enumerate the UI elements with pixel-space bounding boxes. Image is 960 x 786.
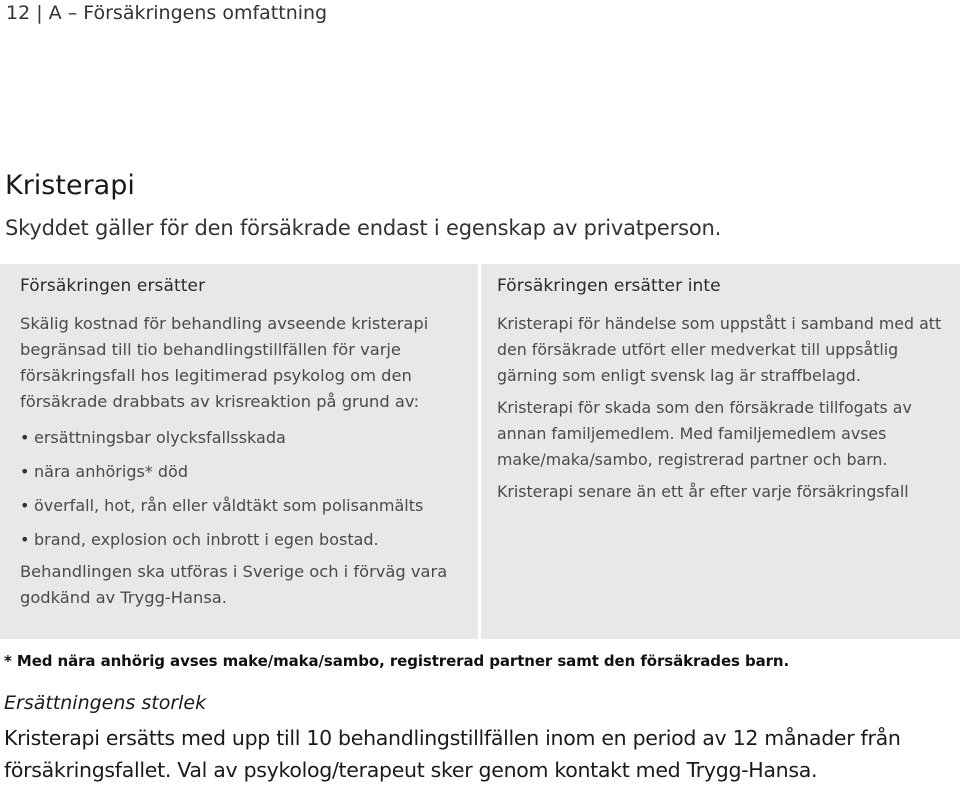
section-title: Kristerapi (5, 170, 135, 201)
not-covered-heading: Försäkringen ersätter inte (497, 276, 721, 296)
not-covered-paragraph: Kristerapi för skada som den försäkrade tillfogats av annan familjemedlem. Med familjemedlem avses make/maka/sambo, registrerad partner och barn. (497, 398, 912, 469)
covered-heading: Försäkringen ersätter (20, 276, 206, 296)
list-item: • brand, explosion och inbrott i egen bostad. (20, 523, 468, 557)
list-item: • ersättningsbar olycksfallsskada (20, 421, 468, 455)
covered-list (20, 421, 468, 557)
section-subtitle: Skyddet gäller för den försäkrade endast i egenskap av privatperson. (5, 216, 722, 240)
not-covered-paragraph: Kristerapi senare än ett år efter varje försäkringsfall (497, 482, 909, 501)
covered-panel (0, 264, 478, 639)
compensation-heading: Ersättningens storlek (4, 692, 207, 714)
not-covered-paragraph: Kristerapi för händelse som uppstått i samband med att den försäkrade utfört eller medverkat till uppsåtlig gärning som enligt svensk lag är straffbelagd. (497, 314, 942, 385)
covered-note: Behandlingen ska utföras i Sverige och i förväg vara godkänd av Trygg-Hansa. (20, 562, 448, 607)
list-item: • överfall, hot, rån eller våldtäkt som polisanmälts (20, 489, 468, 523)
not-covered-panel (481, 264, 960, 639)
running-header: 12 | A – Försäkringens omfattning (6, 2, 328, 24)
compensation-text: Kristerapi ersätts med upp till 10 behandlingstillfällen inom en period av 12 månader från försäkringsfallet. Val av psykolog/terapeut sker genom kontakt med Trygg-Hansa. (4, 726, 901, 782)
list-item: • nära anhörigs* död (20, 455, 468, 489)
covered-intro: Skälig kostnad för behandling avseende kristerapi begränsad till tio behandlingstillfällen för varje försäkringsfall hos legitimerad psykolog om den försäkrade drabbats av krisreaktion på grund av: (20, 314, 429, 411)
footnote: * Med nära anhörig avses make/maka/sambo, registrerad partner samt den försäkrades barn. (4, 652, 790, 670)
